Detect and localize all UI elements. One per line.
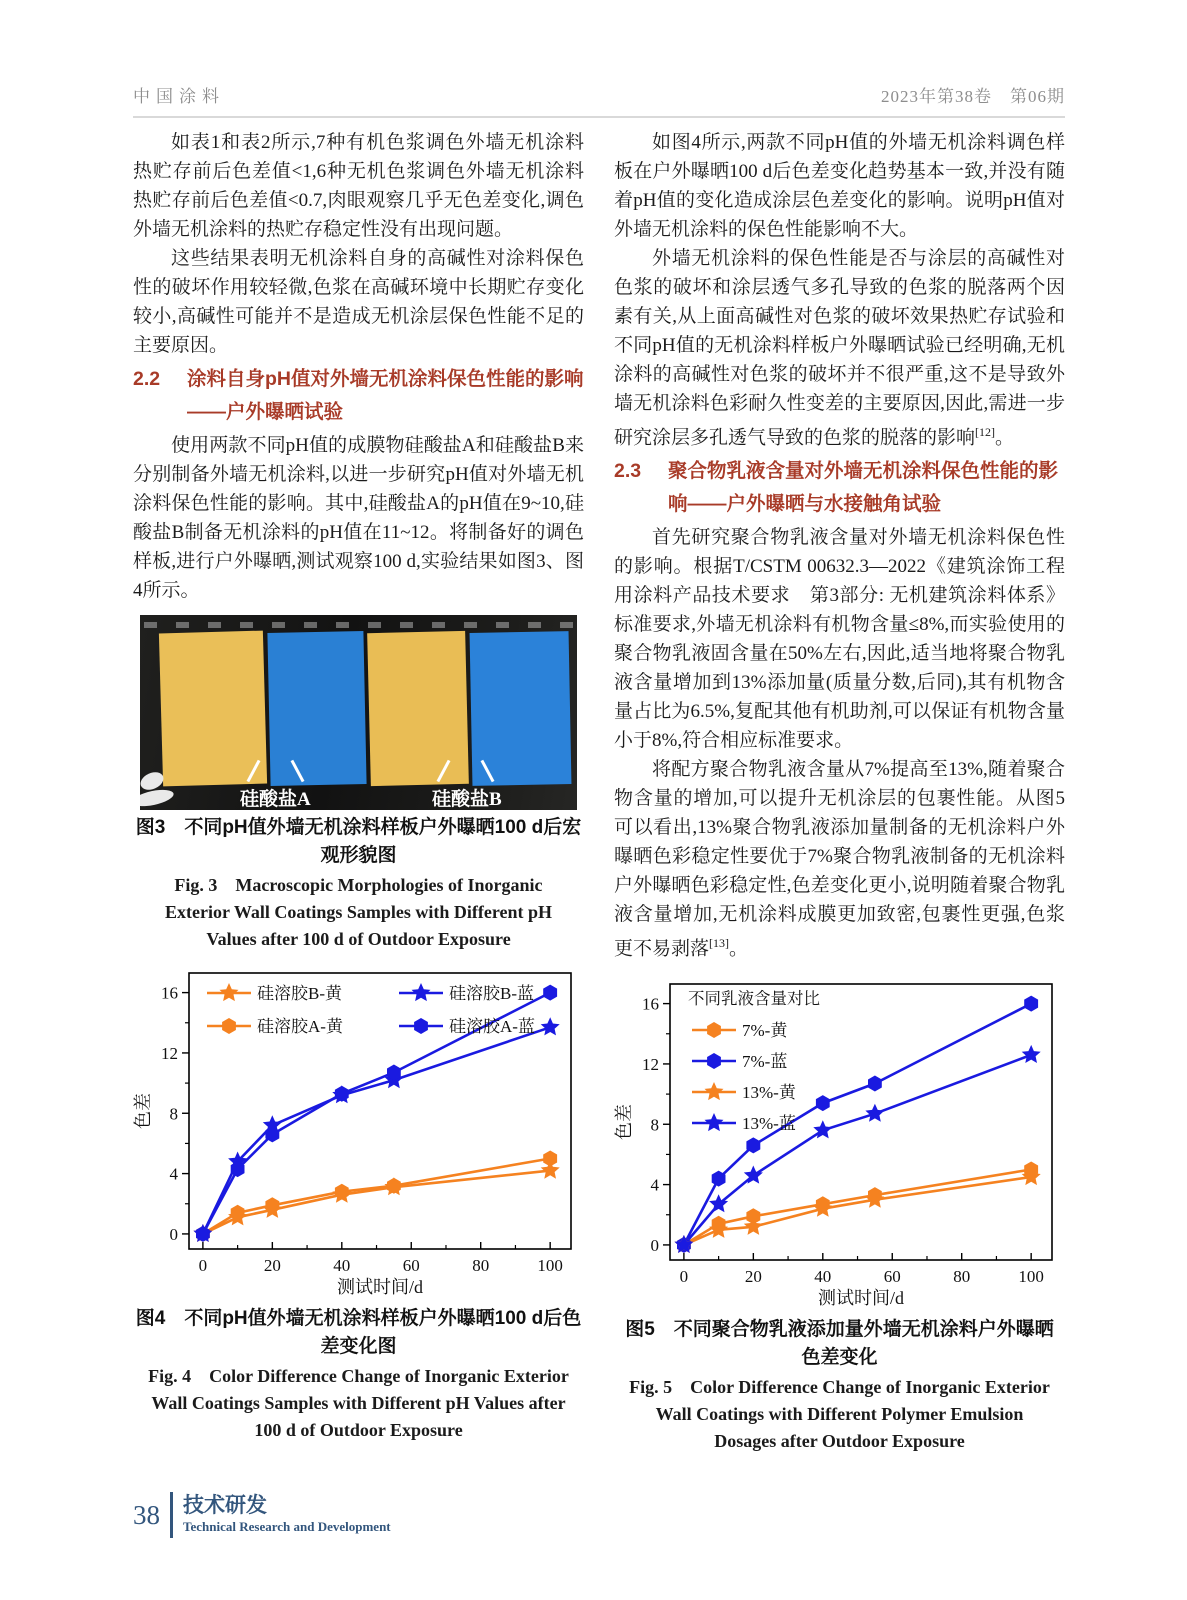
fig3-caption-zh: 图3 不同pH值外墙无机涂料样板户外曝晒100 d后宏观形貌图 (135, 817, 582, 866)
paragraph: 首先研究聚合物乳液含量对外墙无机涂料保色性的影响。根据T/CSTM 00632.3—2022《建筑涂饰工程用涂料产品技术要求 第3部分: 无机建筑涂料体系》标准要求,外墙无机涂料有机物含量≤8%,而实验使用的聚合物乳液固含量在50%左右,因此,适当地将聚合物乳液含量增加到13%添加量(质量分数,后同),其有机物含量占比为6.5%,复配其他有机助剂,可以保证有机物含量小于8%,符合相应标准要求。 (614, 527, 1065, 752)
page-footer (133, 1492, 391, 1538)
photo-label-silicate-a: 硅酸盐A (240, 789, 311, 810)
svg-text:测试时间/d: 测试时间/d (817, 1287, 905, 1308)
footer-section-zh: 技术研发 (183, 1494, 267, 1517)
fig4-chart (133, 961, 584, 1301)
journal-title: 中国涂料 (133, 87, 225, 106)
section-title: 聚合物乳液含量对外墙无机涂料保色性能的影响——户外曝晒与水接触角试验 (668, 460, 1059, 516)
svg-text:13%-蓝: 13%-蓝 (742, 1113, 796, 1133)
section-heading-2-3 (614, 455, 1065, 521)
photo-highlight (140, 787, 175, 809)
fig4-chart-svg (133, 961, 584, 1301)
section-heading-2-2 (133, 363, 584, 429)
fig5-chart-svg (614, 972, 1065, 1312)
svg-text:100: 100 (537, 1256, 563, 1275)
fig4-caption-en: Fig. 4 Color Difference Change of Inorganic Exterior Wall Coatings Samples with Different pH Values after 100 d of Outdoor Exposure (148, 1366, 569, 1440)
section-title: 涂料自身pH值对外墙无机涂料保色性能的影响——户外曝晒试验 (187, 368, 584, 423)
page-number: 38 (133, 1499, 160, 1530)
svg-text:色差: 色差 (133, 1093, 153, 1129)
footer-divider (170, 1492, 173, 1538)
svg-text:7%-黄: 7%-黄 (742, 1020, 788, 1040)
svg-text:7%-蓝: 7%-蓝 (742, 1051, 788, 1071)
sample-panel-yellow-b (367, 631, 469, 786)
svg-text:100: 100 (1018, 1266, 1044, 1286)
svg-text:色差: 色差 (614, 1103, 634, 1140)
left-column (133, 128, 584, 1461)
two-column-body (133, 128, 1065, 1461)
paragraph-text: 将配方聚合物乳液含量从7%提高至13%,随着聚合物含量的增加,可以提升无机涂层的包裹性能。从图5可以看出,13%聚合物乳液添加量制备的无机涂料户外曝晒色彩稳定性要优于7%聚合物乳液制备的无机涂料户外曝晒色彩稳定性,色差变化更小,说明随着聚合物乳液含量增加,无机涂料成膜更加致密,包裹性更强,色浆更不易剥落 (614, 759, 1065, 960)
svg-text:0: 0 (198, 1256, 208, 1275)
paragraph-text: 。 (995, 427, 1015, 449)
paragraph-text: 外墙无机涂料的保色性能是否与涂层的高碱性对色浆的破坏和涂层透气多孔导致的色浆的脱落两个因素有关,从上面高碱性对色浆的破坏效果热贮存试验和不同pH值的无机涂料样板户外曝晒试验已经明确,无机涂料的高碱性对色浆的破坏并不很严重,这不是导致外墙无机涂料色彩耐久性变差的主要原因,因此,需进一步研究涂层多孔透气导致的色浆的脱落的影响 (614, 248, 1065, 449)
svg-text:8: 8 (650, 1114, 659, 1134)
paragraph: 如表1和表2所示,7种有机色浆调色外墙无机涂料热贮存前后色差值<1,6种无机色浆调色外墙无机涂料热贮存前后色差值<0.7,肉眼观察几乎无色差变化,调色外墙无机涂料的热贮存稳定性没有出现问题。 (133, 132, 584, 240)
svg-text:20: 20 (744, 1266, 762, 1286)
paragraph (614, 755, 1065, 963)
svg-text:0: 0 (650, 1235, 659, 1255)
svg-text:13%-黄: 13%-黄 (742, 1082, 796, 1102)
svg-text:0: 0 (679, 1266, 689, 1286)
svg-text:80: 80 (472, 1256, 490, 1275)
svg-text:80: 80 (953, 1266, 971, 1286)
svg-text:12: 12 (161, 1043, 178, 1063)
svg-text:40: 40 (333, 1256, 351, 1275)
svg-text:12: 12 (642, 1054, 659, 1074)
paragraph: 如图4所示,两款不同pH值的外墙无机涂料调色样板在户外曝晒100 d后色差变化趋势基本一致,并没有随着pH值的变化造成涂层色差变化的影响。说明pH值对外墙无机涂料的保色性能影响不大。 (614, 132, 1065, 240)
paragraph: 这些结果表明无机涂料自身的高碱性对涂料保色性的破坏作用较轻微,色浆在高碱环境中长期贮存变化较小,高碱性可能并不是造成无机涂层保色性能不足的主要原因。 (133, 248, 584, 356)
svg-text:20: 20 (263, 1256, 281, 1275)
svg-text:4: 4 (650, 1175, 659, 1195)
page-header (133, 82, 1065, 118)
svg-text:硅溶胶A-黄: 硅溶胶A-黄 (257, 1017, 343, 1036)
fig3-caption-en: Fig. 3 Macroscopic Morphologies of Inorganic Exterior Wall Coatings Samples with Different pH Values after 100 d of Outdoor Exposure (165, 875, 552, 949)
fig5-caption-zh: 图5 不同聚合物乳液添加量外墙无机涂料户外曝晒色差变化 (625, 1318, 1054, 1368)
svg-text:16: 16 (161, 983, 178, 1003)
paragraph (614, 244, 1065, 452)
paragraph-text: 。 (729, 938, 749, 960)
svg-text:60: 60 (402, 1256, 420, 1275)
svg-text:8: 8 (169, 1104, 178, 1124)
svg-text:硅溶胶A-蓝: 硅溶胶A-蓝 (449, 1017, 535, 1036)
citation-13: [13] (709, 936, 730, 951)
svg-text:60: 60 (883, 1266, 901, 1286)
issue-info: 2023年第38卷 第06期 (881, 87, 1065, 106)
sample-panel-blue-a (267, 631, 366, 786)
svg-text:16: 16 (642, 994, 659, 1014)
paragraph: 使用两款不同pH值的成膜物硅酸盐A和硅酸盐B来分别制备外墙无机涂料,以进一步研究pH值对外墙无机涂料保色性能的影响。其中,硅酸盐A的pH值在9~10,硅酸盐B制备无机涂料的pH值在11~12。将制备好的调色样板,进行户外曝晒,测试观察100 d,实验结果如图3、图4所示。 (133, 435, 584, 601)
fig3-photo (140, 615, 577, 810)
svg-text:不同乳液含量对比: 不同乳液含量对比 (688, 988, 820, 1008)
fig4-caption-zh: 图4 不同pH值外墙无机涂料样板户外曝晒100 d后色差变化图 (135, 1308, 582, 1357)
right-column (614, 128, 1065, 1461)
svg-text:0: 0 (169, 1224, 178, 1244)
svg-text:测试时间/d: 测试时间/d (336, 1277, 424, 1297)
section-number: 2.3 (614, 460, 642, 483)
footer-section-en: Technical Research and Development (183, 1519, 391, 1534)
svg-text:4: 4 (169, 1164, 178, 1184)
section-number: 2.2 (133, 368, 161, 390)
sample-panel-yellow-a (159, 631, 267, 787)
svg-text:硅溶胶B-黄: 硅溶胶B-黄 (257, 984, 342, 1003)
svg-text:硅溶胶B-蓝: 硅溶胶B-蓝 (449, 984, 534, 1003)
photo-top-strip (144, 622, 573, 628)
photo-label-silicate-b: 硅酸盐B (432, 789, 502, 810)
fig5-caption-en: Fig. 5 Color Difference Change of Inorganic Exterior Wall Coatings with Different Polymer Emulsion Dosages after Outdoor Exposure (629, 1376, 1050, 1451)
svg-text:40: 40 (814, 1266, 832, 1286)
fig5-chart (614, 972, 1065, 1312)
citation-12: [12] (975, 425, 996, 439)
